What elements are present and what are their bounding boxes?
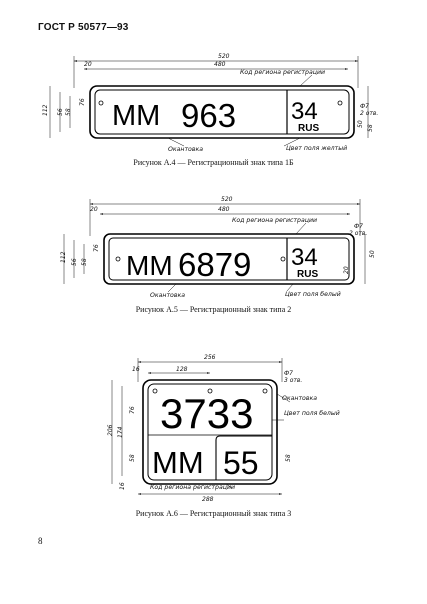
plate-region: 34 bbox=[291, 244, 318, 271]
dim-20: 20 bbox=[343, 266, 350, 274]
note-region-code: Код региона регистрации bbox=[232, 217, 318, 224]
note-border: Окантовка bbox=[168, 146, 204, 153]
dim-width: 520 bbox=[221, 196, 233, 203]
document-header: ГОСТ Р 50577—93 bbox=[38, 22, 129, 33]
dim-left-offset: 16 bbox=[132, 366, 140, 373]
note-border: Окантовка bbox=[150, 292, 186, 299]
dim-58b: 58 bbox=[285, 454, 292, 462]
note-region-code: Код региона регистрации bbox=[150, 484, 236, 491]
dim-58b: 58 bbox=[367, 124, 374, 132]
dim-inner: 480 bbox=[218, 206, 230, 213]
plate-region: 34 bbox=[291, 98, 318, 125]
figure-a6 bbox=[107, 354, 340, 503]
dim-76: 76 bbox=[93, 244, 100, 252]
plate-series: ММ bbox=[126, 250, 173, 281]
dim-width: 520 bbox=[218, 53, 230, 60]
dim-width-outer: 288 bbox=[202, 496, 214, 503]
note-field-color: Цвет поля белый bbox=[285, 291, 341, 298]
dim-inner: 480 bbox=[214, 61, 226, 68]
note-field-color: Цвет поля белый bbox=[284, 410, 340, 417]
dim-50: 50 bbox=[369, 250, 376, 258]
plate-series: ММ bbox=[112, 100, 161, 132]
dim-hole: Ф7 bbox=[284, 370, 293, 377]
plate-number: 3733 bbox=[160, 390, 254, 437]
dim-58: 58 bbox=[65, 108, 72, 116]
dim-16: 16 bbox=[119, 482, 126, 490]
plate-region: 55 bbox=[223, 445, 259, 481]
plate-country: RUS bbox=[297, 269, 319, 280]
dim-76: 76 bbox=[129, 406, 136, 414]
dim-height: 112 bbox=[60, 251, 67, 263]
figure-caption-a6: Рисунок А.6 — Регистрационный знак типа 3 bbox=[135, 509, 292, 518]
dim-left-offset: 20 bbox=[84, 61, 92, 68]
dim-width-inner: 256 bbox=[204, 354, 216, 361]
plate-number: 963 bbox=[181, 97, 237, 134]
dim-hole: Ф7 bbox=[354, 223, 363, 230]
dim-top-len: 128 bbox=[176, 366, 188, 373]
dim-holes: 2 отв. bbox=[360, 110, 379, 117]
figure-caption-a4: Рисунок А.4 — Регистрационный знак типа 1Б bbox=[133, 158, 294, 167]
dim-left-offset: 20 bbox=[90, 206, 98, 213]
dim-58: 58 bbox=[129, 454, 136, 462]
dim-height: 206 bbox=[107, 424, 114, 436]
plate-country: RUS bbox=[298, 123, 320, 134]
dim-76: 76 bbox=[79, 98, 86, 106]
dim-56: 56 bbox=[57, 108, 64, 116]
figure-a4 bbox=[42, 53, 378, 153]
dim-58: 58 bbox=[81, 258, 88, 266]
dim-holes: 3 отв. bbox=[284, 377, 303, 384]
figure-caption-a5: Рисунок А.5 — Регистрационный знак типа 2 bbox=[135, 305, 292, 314]
dim-hole: Ф7 bbox=[360, 103, 369, 110]
dim-height: 112 bbox=[42, 104, 49, 116]
note-region-code: Код региона регистрации bbox=[240, 69, 326, 76]
dim-174: 174 bbox=[117, 426, 124, 438]
page-number: 8 bbox=[38, 536, 43, 546]
dim-50: 50 bbox=[357, 120, 364, 128]
dim-56: 56 bbox=[71, 258, 78, 266]
plate-series: ММ bbox=[152, 445, 204, 480]
figure-a5 bbox=[60, 196, 376, 299]
plate-number: 6879 bbox=[178, 246, 252, 283]
note-field-color: Цвет поля желтый bbox=[286, 145, 348, 152]
note-border: Окантовка bbox=[282, 395, 318, 402]
dim-holes: 2 отв. bbox=[349, 230, 368, 237]
